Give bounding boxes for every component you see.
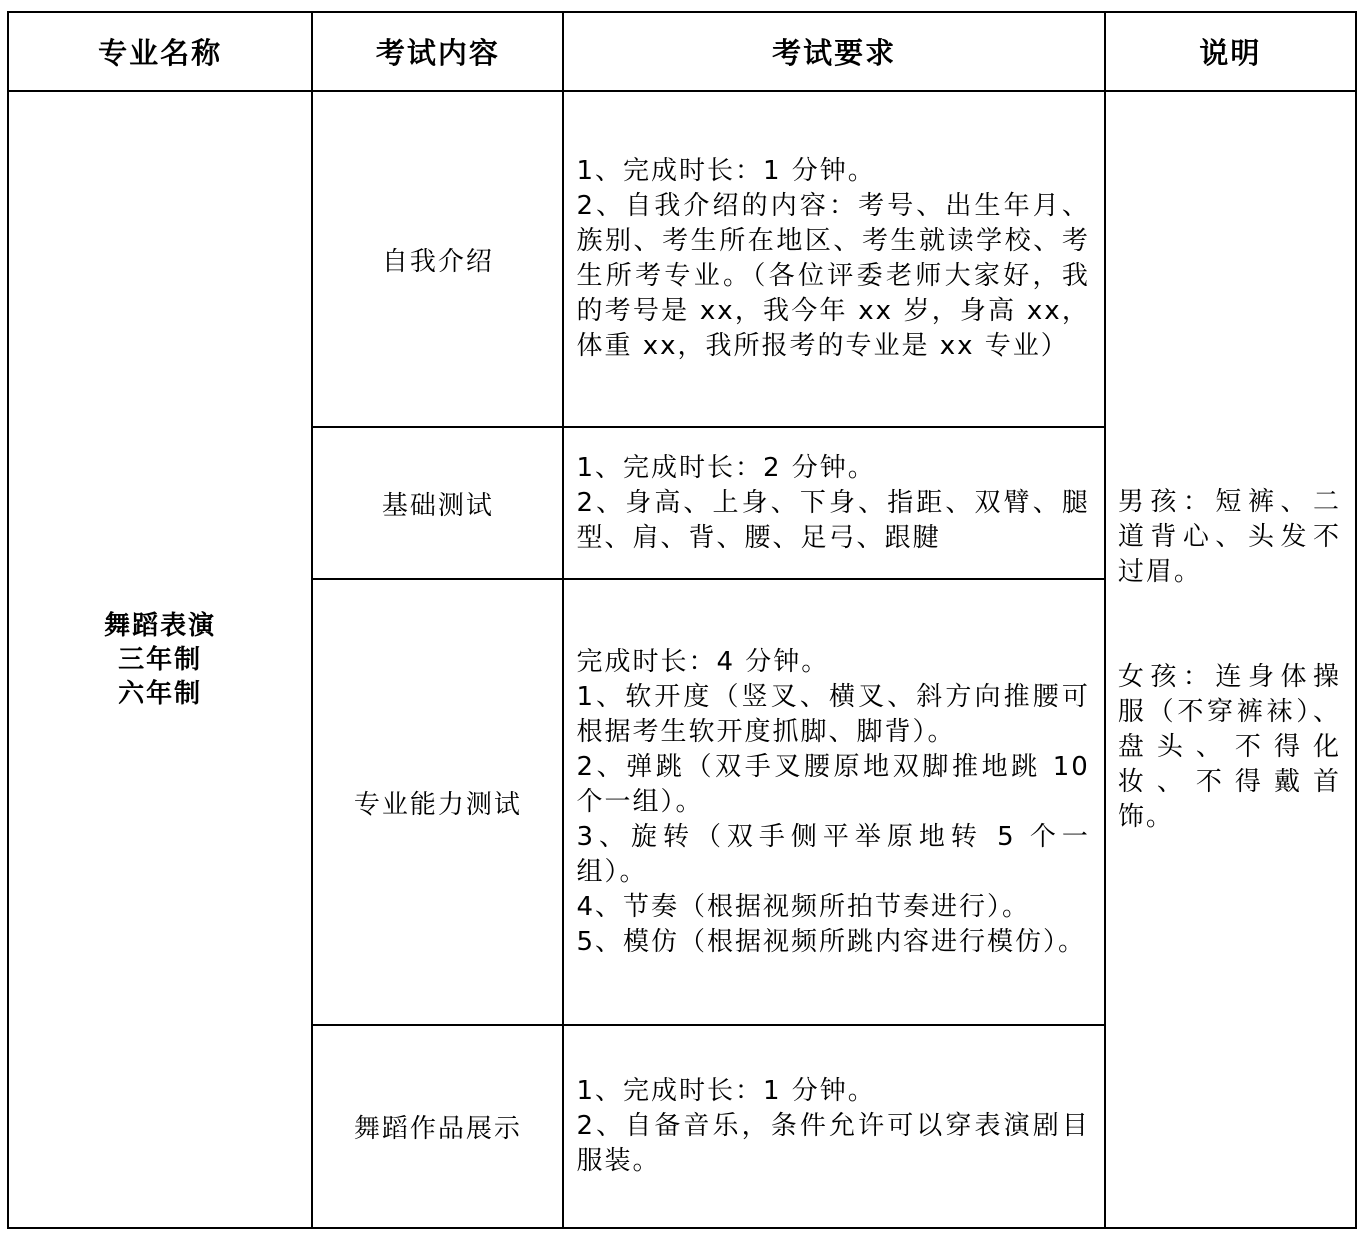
requirement-line: 2、身高、上身、下身、指距、双臂、腿型、肩、背、腰、足弓、跟腱 bbox=[576, 487, 1090, 553]
major-name-cell bbox=[8, 91, 312, 1228]
content-self-intro: 自我介绍 bbox=[312, 91, 563, 427]
exam-requirements-table bbox=[7, 11, 1357, 1229]
major-duration-3yr: 三年制 bbox=[118, 644, 203, 675]
requirements-dance-showcase bbox=[563, 1025, 1104, 1228]
requirements-self-intro bbox=[563, 91, 1104, 427]
notes-girls: 女孩：连身体操服（不穿裤袜）、盘头、不得化妆、不得戴首饰。 bbox=[1117, 661, 1341, 832]
requirement-line: 3、旋转（双手侧平举原地转 5 个一组）。 bbox=[576, 821, 1090, 887]
header-content: 考试内容 bbox=[312, 12, 563, 91]
notes-cell bbox=[1105, 91, 1356, 1228]
content-ability-test: 专业能力测试 bbox=[312, 579, 563, 1025]
major-duration-6yr: 六年制 bbox=[118, 678, 203, 709]
requirement-line: 1、完成时长：1 分钟。 bbox=[576, 156, 876, 186]
major-name-line: 舞蹈表演 bbox=[104, 610, 217, 641]
content-basic-test: 基础测试 bbox=[312, 427, 563, 579]
requirement-line: 1、完成时长：2 分钟。 bbox=[576, 452, 876, 483]
table-row bbox=[8, 91, 1356, 427]
header-row bbox=[8, 12, 1356, 91]
header-requirements: 考试要求 bbox=[563, 12, 1104, 91]
requirement-line: 5、模仿（根据视频所跳内容进行模仿）。 bbox=[576, 926, 1086, 957]
requirement-line: 4、节奏（根据视频所拍节奏进行）。 bbox=[576, 891, 1030, 922]
requirements-basic-test bbox=[563, 427, 1104, 579]
requirement-line: 2、自我介绍的内容：考号、出生年月、族别、考生所在地区、考生就读学校、考生所考专业。（各位评委老师大家好，我的考号是 xx，我今年 xx 岁，身高 xx，体重 xx，我所报考的专业是 xx 专业） bbox=[576, 191, 1090, 361]
requirement-line: 2、自备音乐，条件允许可以穿表演剧目服装。 bbox=[576, 1111, 1090, 1176]
content-dance-showcase: 舞蹈作品展示 bbox=[312, 1025, 563, 1228]
requirement-line: 2、弹跳（双手叉腰原地双脚推地跳 10 个一组）。 bbox=[576, 751, 1090, 817]
notes-spacer bbox=[1118, 590, 1341, 660]
requirement-line: 1、完成时长：1 分钟。 bbox=[576, 1076, 876, 1106]
notes-boys: 男孩：短裤、二道背心、头发不过眉。 bbox=[1117, 486, 1341, 587]
requirement-line: 完成时长：4 分钟。 bbox=[576, 646, 830, 677]
requirements-ability-test bbox=[563, 579, 1104, 1025]
requirement-line: 1、软开度（竖叉、横叉、斜方向推腰可根据考生软开度抓脚、脚背）。 bbox=[576, 681, 1090, 747]
header-notes: 说明 bbox=[1105, 12, 1356, 91]
header-major: 专业名称 bbox=[8, 12, 312, 91]
